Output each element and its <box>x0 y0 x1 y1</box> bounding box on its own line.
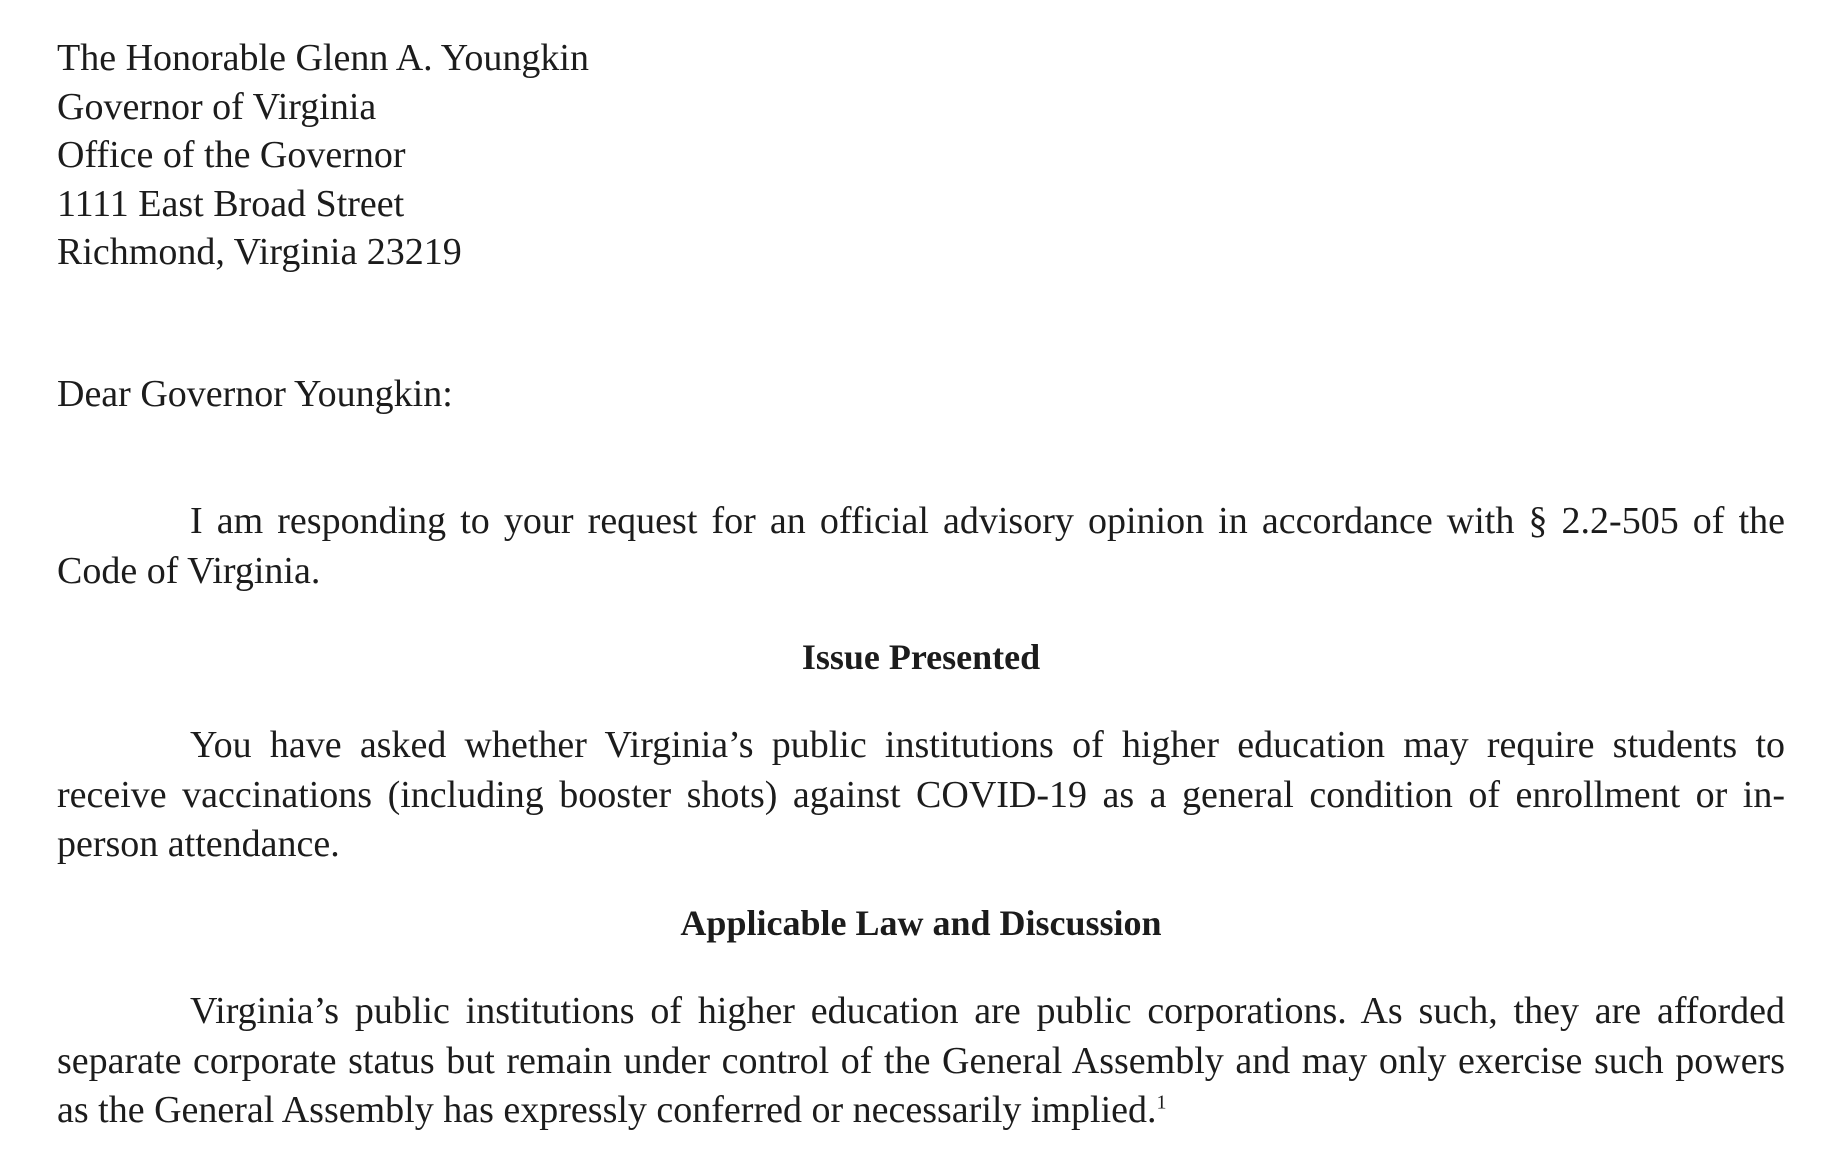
recipient-street: 1111 East Broad Street <box>57 182 405 225</box>
recipient-office: Office of the Governor <box>57 134 406 177</box>
footnote-marker[interactable]: 1 <box>1156 1091 1167 1114</box>
law-paragraph <box>57 987 1785 1136</box>
applicable-law-heading: Applicable Law and Discussion <box>680 903 1162 943</box>
intro-paragraph: I am responding to your request for an official advisory opinion in accordance with § 2.2-505 of the Code of Virginia. <box>57 500 1785 592</box>
salutation: Dear Governor Youngkin: <box>57 373 453 415</box>
recipient-address-block <box>57 34 589 277</box>
recipient-title: Governor of Virginia <box>57 85 377 128</box>
law-paragraph-text: Virginia’s public institutions of higher education are public corporations. As such, they are afforded separate corporate status but remain under control of the General Assembly and may only exercise such powers as the General Assembly has expressly conferred or necessarily implied. <box>57 990 1785 1131</box>
issue-paragraph: You have asked whether Virginia’s public institutions of higher education may require students to receive vaccinations (including booster shots) against COVID-19 as a general condition of enrollment or in-person attendance. <box>57 724 1785 865</box>
recipient-city: Richmond, Virginia 23219 <box>57 231 462 274</box>
issue-presented-heading: Issue Presented <box>801 637 1041 677</box>
recipient-name: The Honorable Glenn A. Youngkin <box>57 37 589 79</box>
